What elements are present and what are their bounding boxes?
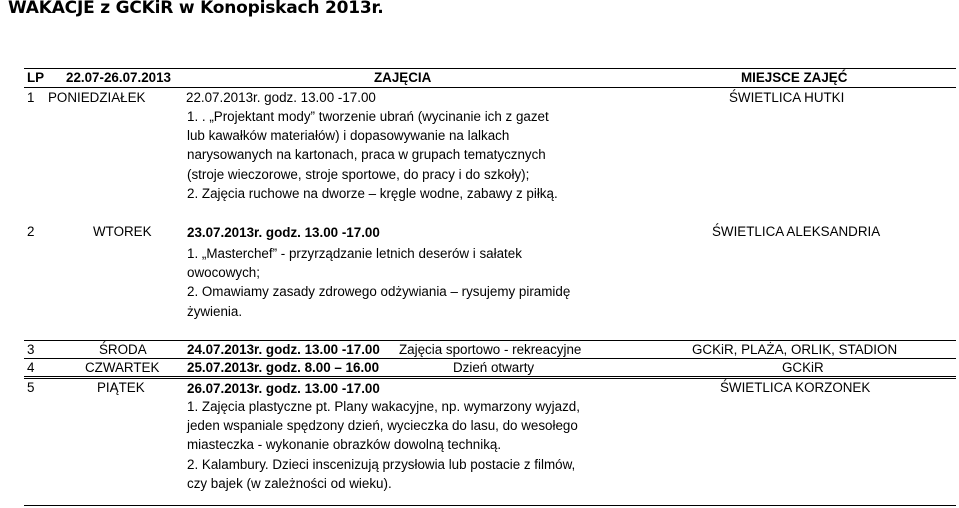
activity-line: 2. Zajęcia ruchowe na dworze – kręgle wodne, zabawy z piłką. [187, 185, 558, 201]
activity-line: czy bajek (w zależności od wieku). [187, 475, 392, 491]
row-number: 4 [27, 360, 35, 375]
activity-line: 2. Omawiamy zasady zdrowego odżywiania – rysujemy piramidę [187, 284, 571, 300]
row-place: GCKiR [782, 360, 824, 375]
activity-line: lub kawałków materiałów) i dopasowywanie na lalkach [187, 128, 510, 144]
row-day: CZWARTEK [85, 360, 160, 375]
row-number: 2 [27, 224, 35, 239]
row-number: 1 [27, 90, 35, 105]
row-activity: Zajęcia sportowo - rekreacyjne [399, 342, 582, 357]
row-activity [187, 107, 558, 203]
row-day: ŚRODA [99, 342, 147, 357]
activity-line: 1. „Masterchef” - przyrządzanie letnich deserów i sałatek [187, 246, 522, 261]
activity-line: żywienia. [187, 303, 243, 319]
row-place: ŚWIETLICA HUTKI [729, 90, 845, 105]
activity-line: miasteczka - wykonanie obrazków dowolną techniką. [187, 437, 502, 453]
row-date-time: 26.07.2013r. godz. 13.00 -17.00 [187, 381, 380, 396]
row-day: PIĄTEK [97, 380, 145, 395]
header-place: MIEJSCE ZAJĘĆ [741, 70, 848, 85]
row-date-time: 24.07.2013r. godz. 13.00 -17.00 [187, 342, 380, 357]
activity-line: (stroje wieczorowe, stroje sportowe, do pracy i do szkoły); [187, 166, 530, 182]
row-number: 5 [27, 380, 35, 395]
row-place: ŚWIETLICA ALEKSANDRIA [712, 224, 881, 239]
document-title: WAKACJE z GCKiR w Konopiskach 2013r. [8, 0, 384, 18]
row-place: ŚWIETLICA KORZONEK [720, 380, 871, 395]
row-activity: Dzień otwarty [453, 360, 535, 375]
row-day: WTOREK [93, 224, 152, 239]
header-dates: 22.07-26.07.2013 [66, 70, 171, 85]
activity-line: narysowanych na kartonach, praca w grupach tematycznych [187, 147, 546, 163]
activity-line: 1. . „Projektant mody” tworzenie ubrań (wycinanie ich z gazet [187, 109, 549, 124]
row-date-time: 23.07.2013r. godz. 13.00 -17.00 [187, 225, 380, 240]
activity-line: jeden wspaniale spędzony dzień, wycieczka do lasu, do wesołego [187, 418, 578, 434]
row-date-time: 25.07.2013r. godz. 8.00 – 16.00 [187, 360, 380, 375]
header-lp: LP [27, 70, 45, 85]
row-day: PONIEDZIAŁEK [48, 90, 146, 105]
activity-line: 1. Zajęcia plastyczne pt. Plany wakacyjne, np. wymarzony wyjazd, [187, 399, 580, 414]
row-date-time: 22.07.2013r. godz. 13.00 -17.00 [186, 90, 376, 105]
row-place: GCKiR, PLAŻA, ORLIK, STADION [692, 342, 898, 357]
activity-line: owocowych; [187, 265, 260, 281]
row-activity [187, 397, 580, 493]
activity-line: 2. Kalambury. Dzieci inscenizują przysłowia lub postacie z filmów, [187, 456, 576, 472]
table-line-bottom [24, 505, 956, 506]
row-number: 3 [27, 342, 35, 357]
header-activities: ZAJĘCIA [374, 70, 432, 85]
row-activity [187, 244, 570, 321]
